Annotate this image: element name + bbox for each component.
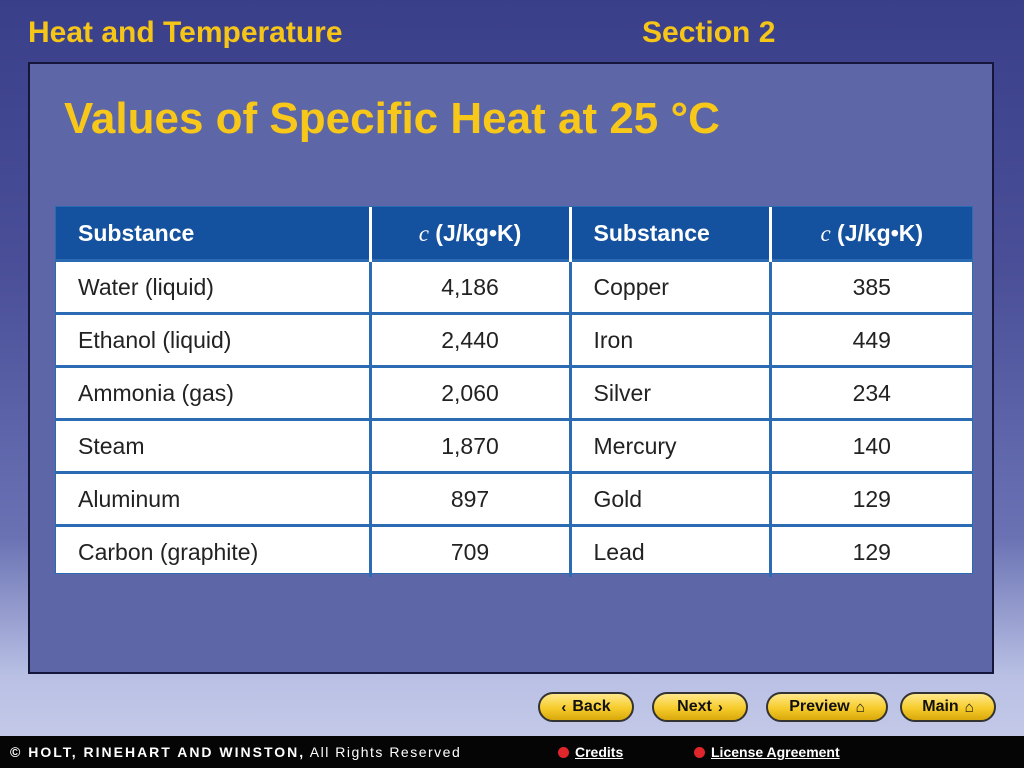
table-row xyxy=(56,261,972,314)
specific-heat-cell: 4,186 xyxy=(370,261,570,314)
table-row xyxy=(56,526,972,578)
variable-c: c xyxy=(820,220,831,246)
next-label: Next xyxy=(677,698,712,715)
substance-cell: Ethanol (liquid) xyxy=(56,314,370,367)
specific-heat-cell: 129 xyxy=(770,473,972,526)
rights-text: All Rights Reserved xyxy=(305,744,462,760)
table-row xyxy=(56,314,972,367)
substance-cell: Water (liquid) xyxy=(56,261,370,314)
next-button[interactable] xyxy=(652,692,748,722)
slide-panel xyxy=(28,62,994,674)
unit-label: (J/kg•K) xyxy=(428,219,522,246)
back-label: Back xyxy=(572,698,611,715)
substance-cell: Steam xyxy=(56,420,370,473)
column-header-specific-heat xyxy=(770,207,972,261)
preview-button[interactable] xyxy=(766,692,888,722)
table-row xyxy=(56,367,972,420)
specific-heat-table xyxy=(55,206,973,574)
specific-heat-cell: 2,440 xyxy=(370,314,570,367)
chevron-left-icon: ‹ xyxy=(561,698,567,716)
specific-heat-cell: 129 xyxy=(770,526,972,578)
section-label: Section 2 xyxy=(642,16,776,49)
license-agreement-link[interactable] xyxy=(694,744,840,760)
credits-link[interactable] xyxy=(558,744,623,760)
substance-cell: Lead xyxy=(570,526,770,578)
substance-cell: Ammonia (gas) xyxy=(56,367,370,420)
specific-heat-cell: 140 xyxy=(770,420,972,473)
specific-heat-cell: 449 xyxy=(770,314,972,367)
column-header-specific-heat xyxy=(370,207,570,261)
substance-cell: Gold xyxy=(570,473,770,526)
license-label: License Agreement xyxy=(711,744,840,760)
substance-cell: Mercury xyxy=(570,420,770,473)
specific-heat-cell: 1,870 xyxy=(370,420,570,473)
variable-c: c xyxy=(418,220,429,246)
unit-label: (J/kg•K) xyxy=(830,219,924,246)
specific-heat-cell: 234 xyxy=(770,367,972,420)
column-header-substance: Substance xyxy=(56,207,370,261)
home-icon: ⌂ xyxy=(964,698,974,716)
header-title: Heat and Temperature xyxy=(28,16,343,49)
specific-heat-cell: 2,060 xyxy=(370,367,570,420)
credits-label: Credits xyxy=(575,744,624,760)
substance-cell: Aluminum xyxy=(56,473,370,526)
specific-heat-cell: 897 xyxy=(370,473,570,526)
table-header-row xyxy=(56,207,972,261)
copyright-notice xyxy=(10,744,461,760)
main-button[interactable] xyxy=(900,692,996,722)
copyright-mark: © xyxy=(10,744,23,760)
main-label: Main xyxy=(922,698,959,715)
table-row xyxy=(56,473,972,526)
substance-cell: Carbon (graphite) xyxy=(56,526,370,578)
specific-heat-cell: 709 xyxy=(370,526,570,578)
substance-cell: Copper xyxy=(570,261,770,314)
slide-title: Values of Specific Heat at 25 °C xyxy=(64,94,720,143)
red-dot-icon xyxy=(694,747,705,758)
red-dot-icon xyxy=(558,747,569,758)
substance-cell: Iron xyxy=(570,314,770,367)
publisher-name: HOLT, RINEHART AND WINSTON, xyxy=(28,744,306,760)
specific-heat-cell: 385 xyxy=(770,261,972,314)
substance-cell: Silver xyxy=(570,367,770,420)
footer-bar xyxy=(0,736,1024,768)
table-row xyxy=(56,420,972,473)
chevron-right-icon: › xyxy=(717,698,723,716)
home-icon: ⌂ xyxy=(855,698,865,716)
column-header-substance: Substance xyxy=(570,207,770,261)
back-button[interactable] xyxy=(538,692,634,722)
preview-label: Preview xyxy=(789,698,850,715)
